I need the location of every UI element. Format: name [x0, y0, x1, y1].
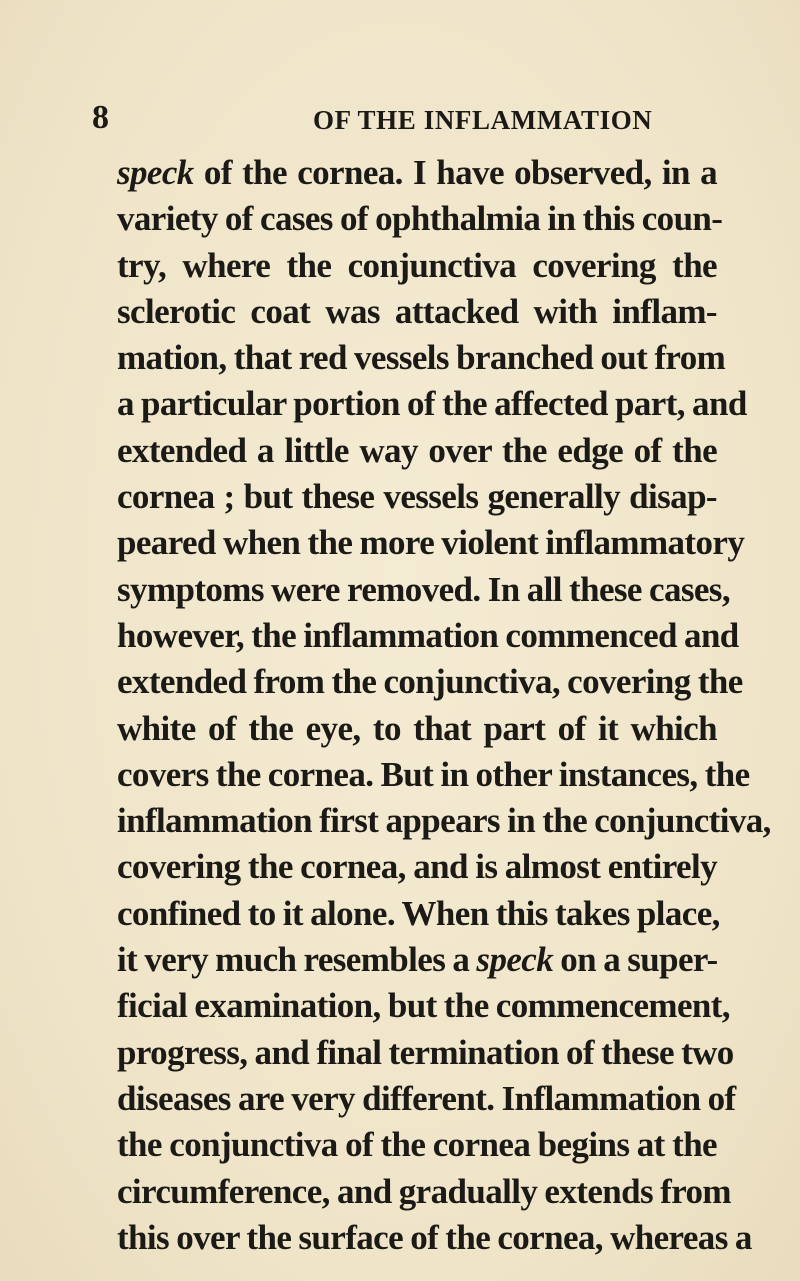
line-text: this over the surface of the cornea, whereas a [117, 1217, 752, 1257]
text-line [117, 798, 771, 844]
text-line [117, 428, 717, 474]
page-header [92, 98, 732, 138]
line-text: on a super- [553, 940, 718, 980]
text-line [117, 474, 717, 520]
line-text: the conjunctiva of the cornea begins at the [117, 1125, 717, 1165]
line-text: circumference, and gradually extends from [117, 1171, 731, 1211]
line-text: however, the inflammation commenced and [117, 615, 739, 655]
line-text: cornea ; but these vessels generally disap- [117, 477, 717, 517]
line-text: extended a little way over the edge of the [117, 430, 717, 470]
text-line [117, 891, 720, 937]
line-text: extended from the conjunctiva, covering the [117, 662, 743, 702]
text-line [117, 289, 717, 335]
text-line [117, 752, 750, 798]
line-text: a particular portion of the affected part, and [117, 384, 747, 424]
text-line [117, 659, 743, 705]
text-line [117, 196, 723, 242]
text-line [117, 706, 717, 752]
running-head: OF THE INFLAMMATION [313, 105, 653, 135]
text-line [117, 150, 717, 196]
italic-word: speck [476, 940, 554, 980]
line-text: confined to it alone. When this takes place, [117, 893, 720, 933]
line-text: peared when the more violent inflammatory [117, 523, 745, 563]
line-text: covers the cornea. But in other instances, the [117, 754, 750, 794]
line-text: symptoms were removed. In all these cases, [117, 569, 730, 609]
text-line [117, 983, 730, 1029]
text-line [117, 1122, 717, 1168]
text-line [117, 243, 717, 289]
line-text: progress, and final termination of these two [117, 1032, 734, 1072]
line-text: inflammation first appears in the conjunctiva, [117, 801, 771, 841]
text-line [117, 1215, 752, 1261]
body-text [117, 150, 771, 1261]
line-text: sclerotic coat was attacked with inflam- [117, 291, 717, 331]
line-text: of the cornea. I have observed, in a [193, 153, 717, 192]
line-text: mation, that red vessels branched out from [117, 338, 726, 378]
line-text: try, where the conjunctiva covering the [117, 245, 717, 285]
line-text: variety of cases of ophthalmia in this coun- [117, 199, 723, 239]
line-text: it very much resembles a [117, 940, 477, 980]
text-line [117, 567, 730, 613]
text-line [117, 335, 726, 381]
text-line [117, 1076, 736, 1122]
line-text: diseases are very different. Inflammation of [117, 1078, 736, 1118]
text-line [117, 520, 745, 566]
text-line [117, 844, 717, 890]
text-line [117, 381, 747, 427]
line-text: white of the eye, to that part of it which [117, 708, 717, 748]
text-line [117, 1169, 731, 1215]
text-line [117, 1030, 734, 1076]
line-text: covering the cornea, and is almost entirely [117, 847, 717, 887]
italic-word: speck [117, 153, 194, 192]
text-line [117, 937, 717, 983]
text-line [117, 613, 739, 659]
page-number: 8 [92, 99, 109, 136]
line-text: ficial examination, but the commencement, [117, 986, 730, 1026]
